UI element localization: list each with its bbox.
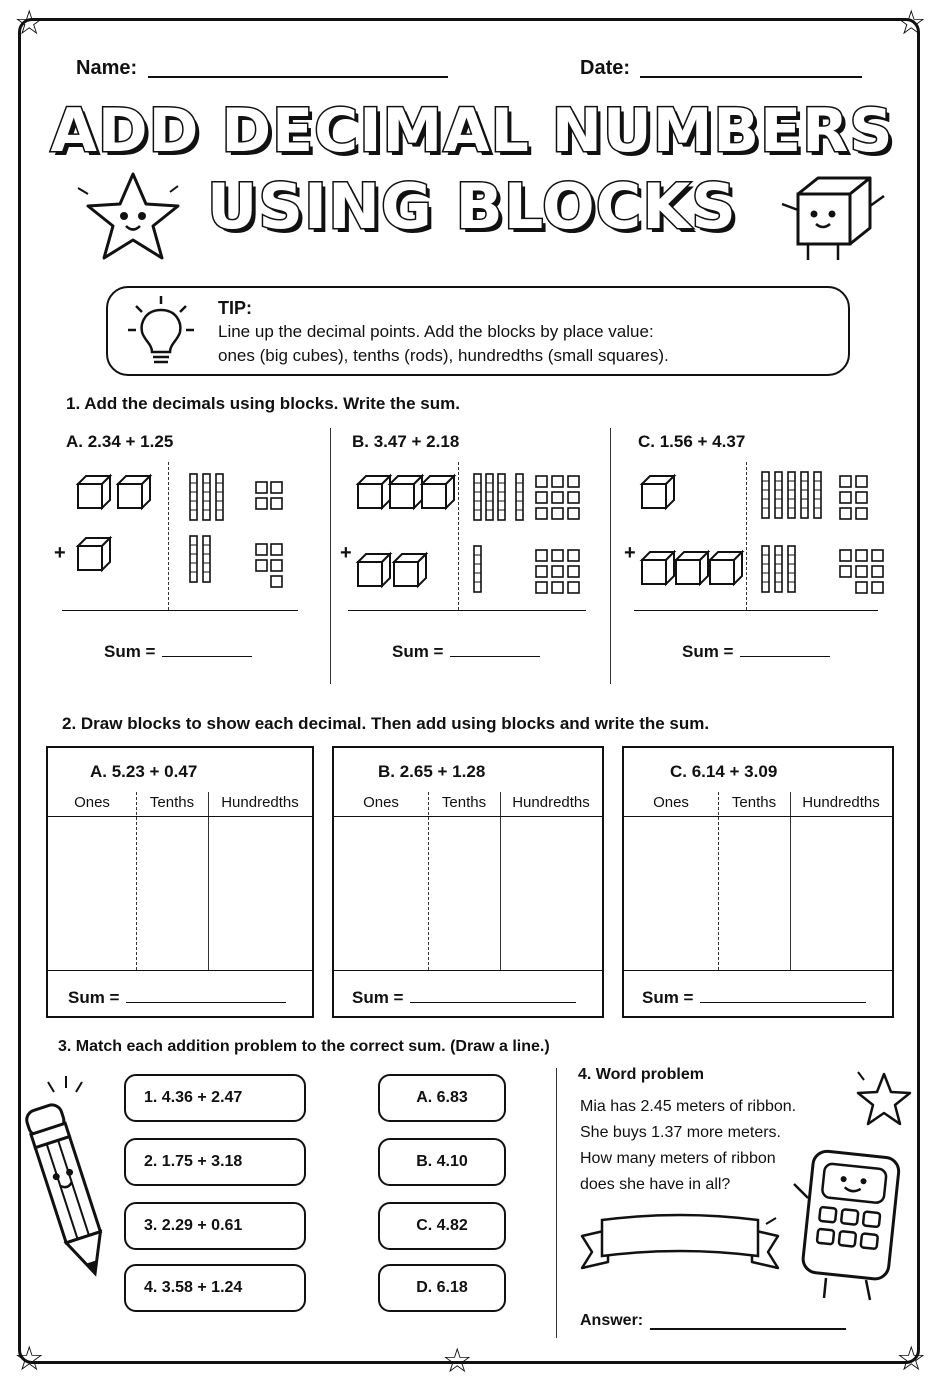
title-line-1: ADD DECIMAL NUMBERS — [50, 96, 894, 166]
column-tenths: Tenths — [731, 794, 777, 811]
sum-label: Sum = — [352, 988, 404, 1007]
sum-2a — [68, 988, 286, 1008]
column-tenths: Tenths — [441, 794, 487, 811]
section-3-heading: 3. Match each addition problem to the correct sum. (Draw a line.) — [58, 1038, 550, 1055]
sum-label: Sum = — [68, 988, 120, 1007]
match-problem-2[interactable]: 2. 1.75 + 3.18 — [124, 1138, 306, 1186]
pencil-mascot-icon — [26, 1074, 116, 1284]
column-divider — [718, 792, 719, 970]
section-divider — [556, 1068, 557, 1338]
column-divider — [790, 792, 791, 970]
sum-2b-field[interactable] — [410, 988, 576, 1003]
plus-sign: + — [624, 542, 636, 564]
column-divider — [136, 792, 137, 970]
match-answer-c[interactable]: C. 4.82 — [378, 1202, 506, 1250]
problem-2a-label: A. 5.23 + 0.47 — [90, 762, 198, 781]
title-line-2: USING BLOCKS — [207, 170, 737, 243]
problem-2c-label: C. 6.14 + 3.09 — [670, 762, 778, 781]
column-hundredths: Hundredths — [512, 794, 590, 811]
sum-label: Sum = — [642, 988, 694, 1007]
column-divider — [208, 792, 209, 970]
sum-label: Sum = — [682, 642, 734, 661]
column-hundredths: Hundredths — [221, 794, 299, 811]
word-problem-line-1: Mia has 2.45 meters of ribbon. — [580, 1098, 797, 1115]
star-icon: ☆ — [896, 1340, 927, 1378]
section-4-heading: 4. Word problem — [578, 1066, 704, 1083]
answer-field[interactable] — [650, 1314, 846, 1330]
match-problem-4[interactable]: 4. 3.58 + 1.24 — [124, 1264, 306, 1312]
tip-line-2: ones (big cubes), tenths (rods), hundredths (small squares). — [218, 346, 669, 365]
plus-sign: + — [340, 542, 352, 564]
calculator-mascot-icon — [790, 1148, 910, 1308]
place-value-box-c — [622, 746, 894, 1018]
plus-sign: + — [54, 542, 66, 564]
answer-label: Answer: — [580, 1312, 644, 1329]
sum-2a-field[interactable] — [126, 988, 286, 1003]
star-icon: ☆ — [14, 4, 45, 42]
star-icon: ☆ — [896, 4, 927, 42]
star-icon — [852, 1068, 916, 1132]
match-problem-1[interactable]: 1. 4.36 + 2.47 — [124, 1074, 306, 1122]
name-label: Name: — [76, 57, 138, 79]
column-divider — [428, 792, 429, 970]
column-ones: Ones — [74, 794, 110, 811]
word-problem-line-4: does she have in all? — [580, 1176, 731, 1193]
problem-2b-label: B. 2.65 + 1.28 — [378, 762, 486, 781]
header-divider — [624, 816, 892, 817]
sum-2c — [642, 988, 866, 1008]
place-value-box-b — [332, 746, 604, 1018]
match-answer-b[interactable]: B. 4.10 — [378, 1138, 506, 1186]
header-divider — [334, 816, 602, 817]
column-hundredths: Hundredths — [802, 794, 880, 811]
star-icon: ☆ — [442, 1342, 473, 1380]
date-label: Date: — [580, 57, 631, 79]
tip-title: TIP: — [218, 298, 252, 318]
column-ones: Ones — [363, 794, 399, 811]
sum-divider — [334, 970, 602, 971]
column-tenths: Tenths — [149, 794, 195, 811]
problem-1c-label: C. 1.56 + 4.37 — [638, 432, 746, 451]
tip-line-1: Line up the decimal points. Add the blocks by place value: — [218, 322, 654, 341]
match-answer-d[interactable]: D. 6.18 — [378, 1264, 506, 1312]
section-2-heading: 2. Draw blocks to show each decimal. Then add using blocks and write the sum. — [62, 714, 710, 733]
star-icon: ☆ — [14, 1340, 45, 1378]
ribbon-banner-icon — [578, 1212, 784, 1278]
problem-1b-label: B. 3.47 + 2.18 — [352, 432, 460, 451]
place-value-box-a — [46, 746, 314, 1018]
problem-1a-label: A. 2.34 + 1.25 — [66, 432, 174, 451]
sum-2c-field[interactable] — [700, 988, 866, 1003]
header-divider — [48, 816, 312, 817]
column-divider — [500, 792, 501, 970]
word-problem-line-2: She buys 1.37 more meters. — [580, 1124, 781, 1141]
sum-label: Sum = — [104, 642, 156, 661]
sum-label: Sum = — [392, 642, 444, 661]
word-problem-line-3: How many meters of ribbon — [580, 1150, 776, 1167]
sum-2b — [352, 988, 576, 1008]
column-ones: Ones — [653, 794, 689, 811]
match-answer-a[interactable]: A. 6.83 — [378, 1074, 506, 1122]
section-1-heading: 1. Add the decimals using blocks. Write the sum. — [66, 394, 460, 413]
sum-divider — [48, 970, 312, 971]
sum-divider — [624, 970, 892, 971]
match-problem-3[interactable]: 3. 2.29 + 0.61 — [124, 1202, 306, 1250]
